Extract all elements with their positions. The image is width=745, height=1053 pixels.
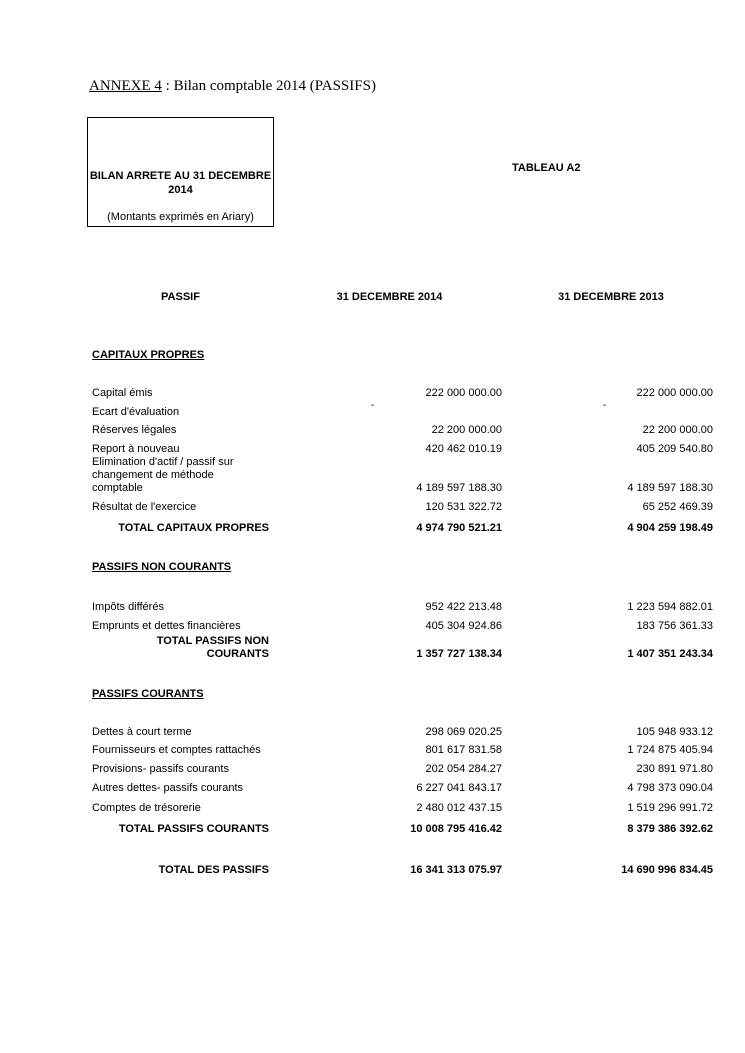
annexe-label: ANNEXE 4 bbox=[89, 78, 162, 94]
row-value-2013: 222 000 000.00 bbox=[636, 387, 713, 399]
row-label: Résultat de l'exercice bbox=[92, 501, 197, 513]
header-box bbox=[87, 117, 274, 227]
row-value-2013: 22 200 000.00 bbox=[642, 424, 713, 436]
total-courants-2013: 8 379 386 392.62 bbox=[627, 823, 713, 835]
row-value-2013: 1 519 296 991.72 bbox=[627, 802, 713, 814]
col-header-2014: 31 DECEMBRE 2014 bbox=[336, 291, 443, 303]
row-value-2013: 105 948 933.12 bbox=[636, 726, 713, 738]
row-value-2014: 4 189 597 188.30 bbox=[416, 482, 502, 494]
row-label: Provisions- passifs courants bbox=[92, 763, 229, 775]
total-non-courants-2013: 1 407 351 243.34 bbox=[627, 648, 713, 660]
currency-note: (Montants exprimés en Ariary) bbox=[107, 211, 254, 223]
row-label: Report à nouveau bbox=[92, 443, 180, 455]
row-value-2014: 952 422 213.48 bbox=[425, 601, 502, 613]
total-non-courants-label-line1: TOTAL PASSIFS NON bbox=[156, 635, 269, 647]
row-label-line3: comptable bbox=[92, 482, 143, 494]
row-label: Réserves légales bbox=[92, 424, 177, 436]
row-value-2013: 183 756 361.33 bbox=[636, 620, 713, 632]
row-value-2014: 420 462 010.19 bbox=[425, 443, 502, 455]
row-value-2014: 405 304 924.86 bbox=[425, 620, 502, 632]
total-non-courants-2014: 1 357 727 138.34 bbox=[416, 648, 502, 660]
row-value-2014: - bbox=[371, 400, 375, 411]
row-value-2014: 222 000 000.00 bbox=[425, 387, 502, 399]
row-value-2014: 801 617 831.58 bbox=[425, 744, 502, 756]
row-value-2013: - bbox=[603, 400, 607, 411]
annexe-title bbox=[89, 78, 376, 95]
row-value-2014: 2 480 012 437.15 bbox=[416, 802, 502, 814]
row-label: Capital émis bbox=[92, 387, 153, 399]
total-non-courants-label-line2: COURANTS bbox=[206, 648, 269, 660]
row-label: Dettes à court terme bbox=[92, 726, 192, 738]
row-label-line2: changement de méthode bbox=[92, 469, 214, 481]
row-value-2013: 230 891 971.80 bbox=[636, 763, 713, 775]
row-value-2013: 1 724 875 405.94 bbox=[627, 744, 713, 756]
row-value-2014: 6 227 041 843.17 bbox=[416, 782, 502, 794]
total-capitaux-2013: 4 904 259 198.49 bbox=[627, 522, 713, 534]
grand-total-2014: 16 341 313 075.97 bbox=[410, 864, 502, 876]
row-value-2014: 120 531 322.72 bbox=[425, 501, 502, 513]
row-value-2014: 202 054 284.27 bbox=[425, 763, 502, 775]
row-value-2013: 4 189 597 188.30 bbox=[627, 482, 713, 494]
col-header-passif: PASSIF bbox=[161, 291, 200, 303]
row-value-2013: 4 798 373 090.04 bbox=[627, 782, 713, 794]
grand-total-2013: 14 690 996 834.45 bbox=[621, 864, 713, 876]
row-label: Autres dettes- passifs courants bbox=[92, 782, 244, 794]
row-label: Fournisseurs et comptes rattachés bbox=[92, 744, 261, 756]
row-label-line1: Elimination d'actif / passif sur bbox=[92, 456, 234, 468]
row-label: Ecart d'évaluation bbox=[92, 406, 180, 418]
grand-total-label: TOTAL DES PASSIFS bbox=[158, 864, 269, 876]
row-value-2014: 22 200 000.00 bbox=[431, 424, 502, 436]
tableau-label: TABLEAU A2 bbox=[512, 162, 581, 174]
row-value-2013: 405 209 540.80 bbox=[636, 443, 713, 455]
section-passifs-courants: PASSIFS COURANTS bbox=[92, 688, 204, 700]
total-courants-2014: 10 008 795 416.42 bbox=[410, 823, 502, 835]
bilan-title: BILAN ARRETE AU 31 DECEMBRE 2014 bbox=[89, 170, 272, 196]
row-value-2014: 298 069 020.25 bbox=[425, 726, 502, 738]
col-header-2013: 31 DECEMBRE 2013 bbox=[558, 291, 664, 303]
row-value-2013: 65 252 469.39 bbox=[642, 501, 713, 513]
total-capitaux-label: TOTAL CAPITAUX PROPRES bbox=[118, 522, 269, 534]
section-passifs-non-courants: PASSIFS NON COURANTS bbox=[92, 561, 232, 573]
row-value-2013: 1 223 594 882.01 bbox=[627, 601, 713, 613]
row-label: Impôts différés bbox=[92, 601, 164, 613]
total-courants-label: TOTAL PASSIFS COURANTS bbox=[118, 823, 269, 835]
section-capitaux-propres: CAPITAUX PROPRES bbox=[92, 349, 205, 361]
annexe-caption: : Bilan comptable 2014 (PASSIFS) bbox=[161, 78, 376, 94]
row-label: Comptes de trésorerie bbox=[92, 802, 201, 814]
total-capitaux-2014: 4 974 790 521.21 bbox=[416, 522, 502, 534]
row-label: Emprunts et dettes financières bbox=[92, 620, 241, 632]
